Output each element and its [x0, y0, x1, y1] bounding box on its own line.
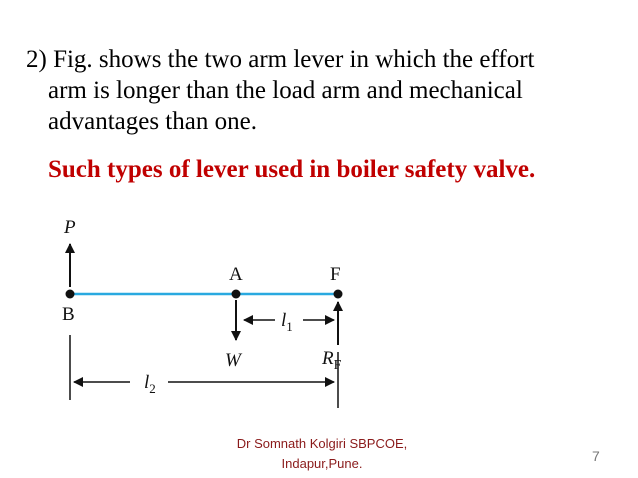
label-l1-subscript: 1 — [286, 319, 293, 334]
label-l2-subscript: 2 — [149, 381, 156, 396]
footer-author-line-1: Dr Somnath Kolgiri SBPCOE, — [236, 436, 408, 451]
footer-author-line-2: Indapur,Pune. — [281, 456, 363, 471]
label-P: P — [64, 217, 76, 238]
label-F: F — [330, 264, 341, 285]
footer-author — [212, 434, 432, 474]
label-R: R — [322, 348, 334, 369]
label-l2 — [144, 372, 156, 396]
point-B-dot — [66, 290, 75, 299]
body-line-3: advantages than one. — [48, 108, 257, 135]
label-A: A — [229, 264, 243, 285]
point-F-dot — [334, 290, 343, 299]
body-line-1: 2) Fig. shows the two arm lever in which the effort — [26, 46, 535, 73]
label-l1 — [281, 310, 293, 334]
label-R-subscript: F — [333, 358, 342, 373]
point-A-dot — [232, 290, 241, 299]
label-l1-letter: l — [281, 310, 287, 331]
highlight-text: Such types of lever used in boiler safety valve. — [48, 156, 536, 183]
page-number: 7 — [592, 448, 600, 464]
body-line-2: arm is longer than the load arm and mechanical — [48, 77, 523, 104]
label-RF — [321, 348, 342, 373]
label-W: W — [225, 350, 241, 371]
label-B: B — [62, 304, 75, 325]
label-l2-letter: l — [144, 372, 150, 393]
